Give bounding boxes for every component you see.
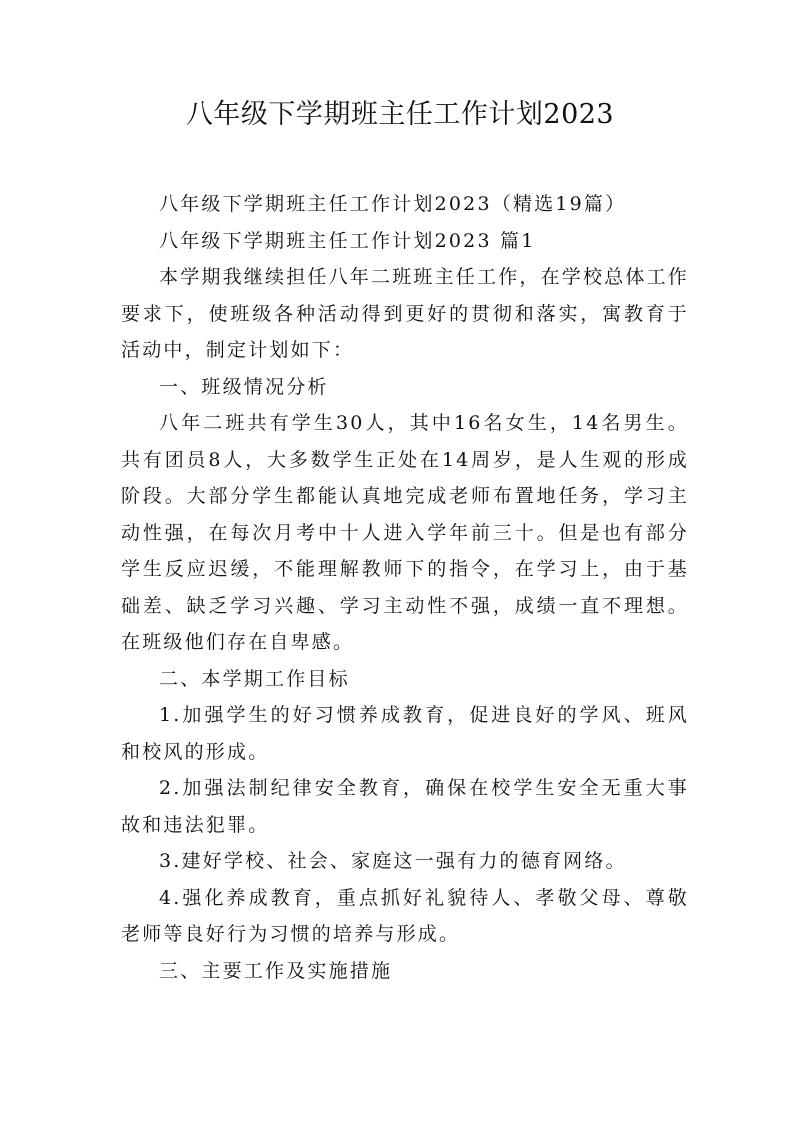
body-paragraph-class-analysis: 八年二班共有学生30人，其中16名女生，14名男生。共有团员8人，大多数学生正处在14周岁，是人生观的形成阶段。大部分学生都能认真地完成老师布置地任务，学习主动性强，在每次月考中十人进入学年前三十。但是也有部分学生反应迟缓，不能理解教师下的指令，在学习上，由于基础差、缺乏学习兴趣、学习主动性不强，成绩一直不理想。在班级他们存在自卑感。 — [121, 412, 689, 653]
section-heading-goals: 二、本学期工作目标 — [159, 667, 350, 690]
section-heading-main-work: 三、主要工作及实施措施 — [159, 959, 393, 982]
document-title: 八年级下学期班主任工作计划2023 — [185, 99, 615, 130]
section-heading-class-analysis: 一、班级情况分析 — [159, 375, 329, 398]
body-paragraph-intro: 本学期我继续担任八年二班班主任工作，在学校总体工作要求下，使班级各种活动得到更好的贯彻和落实，寓教育于活动中，制定计划如下： — [121, 266, 690, 361]
goal-item-4: 4.强化养成教育，重点抓好礼貌待人、孝敬父母、尊敬老师等良好行为习惯的培养与形成。 — [121, 886, 689, 945]
goal-item-1: 1.加强学生的好习惯养成教育，促进良好的学风、班风和校风的形成。 — [121, 704, 689, 763]
document-body — [121, 186, 689, 989]
goal-item-3: 3.建好学校、社会、家庭这一强有力的德育网络。 — [159, 850, 627, 872]
section-heading-article-1: 八年级下学期班主任工作计划2023 篇1 — [159, 229, 536, 252]
goal-item-2: 2.加强法制纪律安全教育，确保在校学生安全无重大事故和违法犯罪。 — [121, 777, 689, 836]
subtitle-paragraph: 八年级下学期班主任工作计划2023（精选19篇） — [159, 193, 627, 215]
